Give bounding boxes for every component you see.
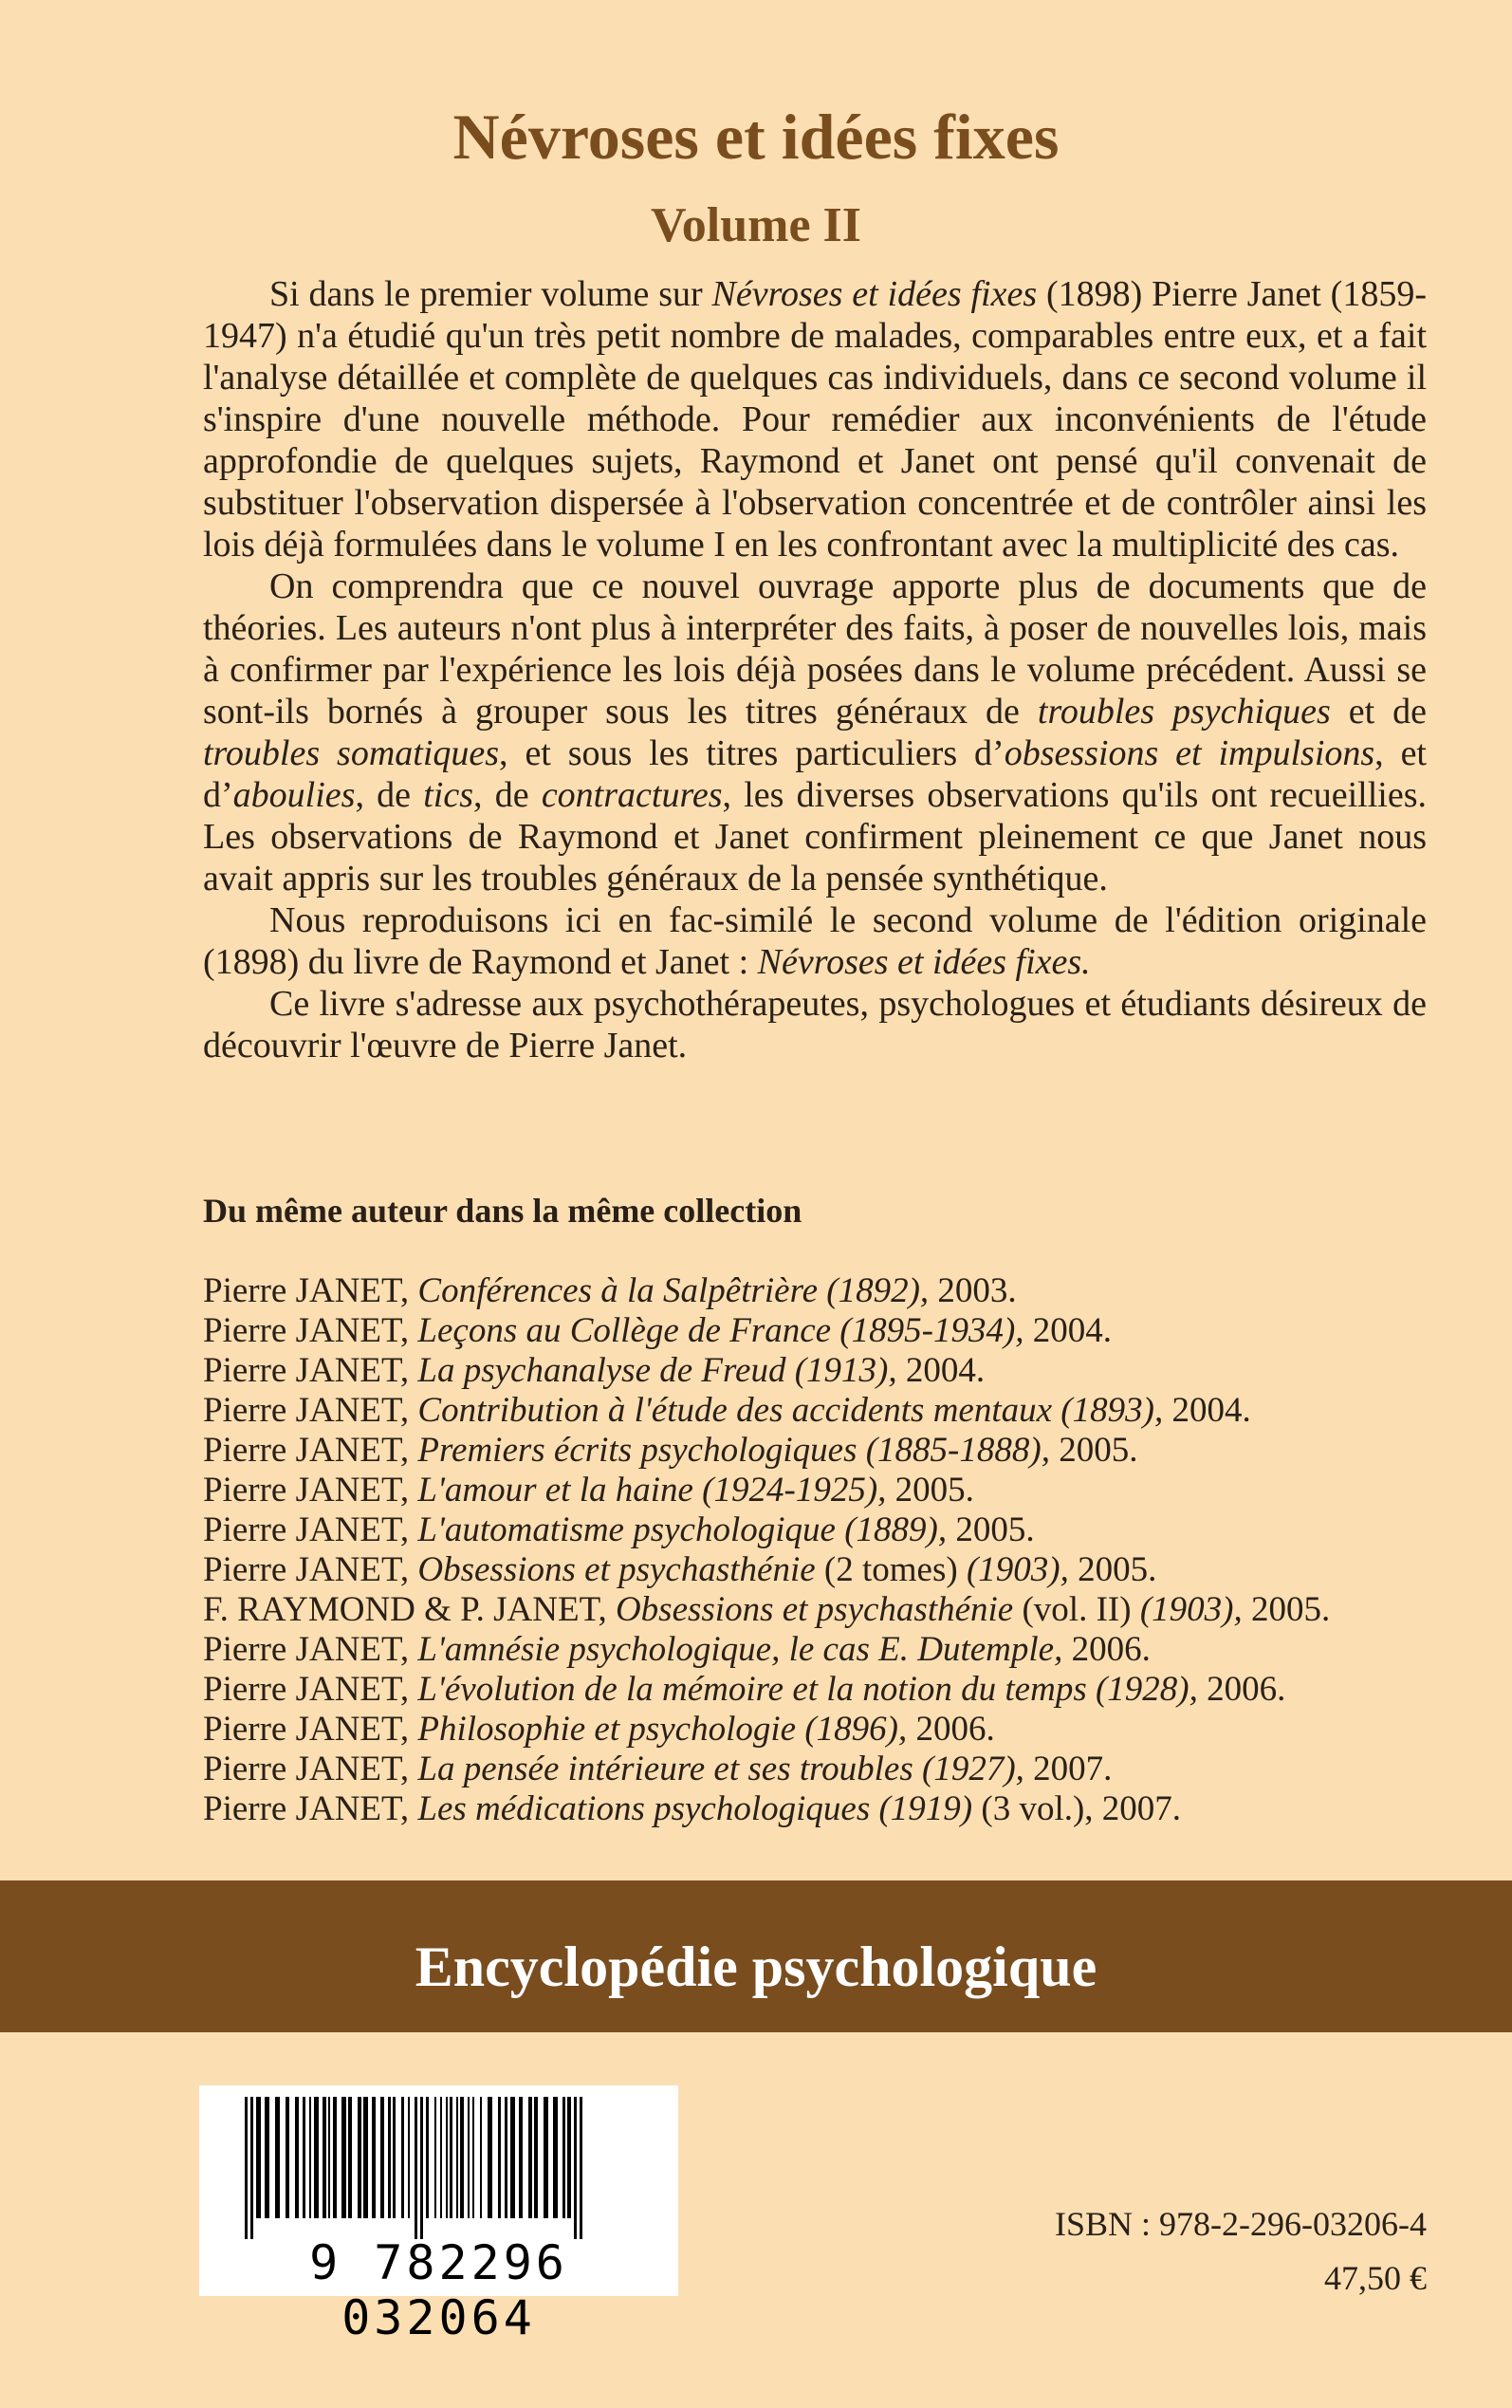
text-run: 2005. — [886, 1471, 974, 1510]
barcode-bar — [420, 2097, 423, 2239]
text-run: , de — [473, 775, 542, 815]
text-run: F. RAYMOND & P. JANET, — [203, 1590, 616, 1629]
book-entry — [203, 1789, 1436, 1829]
text-run: 2004. — [1163, 1391, 1251, 1430]
barcode-bar — [295, 2097, 299, 2218]
book-entry — [203, 1670, 1436, 1710]
barcode-bar — [341, 2097, 346, 2218]
series-title: Encyclopédie psychologique — [415, 1936, 1097, 1998]
barcode-bar — [245, 2097, 248, 2239]
text-run: Pierre JANET, — [203, 1630, 418, 1669]
italic-run: Premiers écrits psychologiques (1885-1888), — [417, 1431, 1050, 1470]
barcode-bar — [544, 2097, 548, 2218]
barcode-bar — [256, 2097, 261, 2218]
italic-run: troubles psychiques — [1037, 692, 1331, 732]
text-run: (2 tomes) — [815, 1550, 967, 1589]
barcode-bar — [468, 2097, 470, 2218]
barcode-bar — [265, 2097, 269, 2218]
barcode-bar — [380, 2097, 384, 2218]
book-entry — [203, 1750, 1436, 1789]
italic-run: Obsessions et psychasthénie — [615, 1590, 1014, 1629]
text-run: 2005. — [1049, 1431, 1138, 1470]
italic-run: Conférences à la Salpêtrière (1892), — [417, 1271, 930, 1310]
italic-run: (1903), — [966, 1550, 1069, 1589]
italic-run: Leçons au Collège de France (1895-1934), — [417, 1311, 1024, 1350]
barcode-bar — [275, 2097, 280, 2218]
barcode-bar — [505, 2097, 507, 2218]
italic-run: Obsessions et psychasthénie — [417, 1550, 816, 1589]
volume-subtitle: Volume II — [650, 198, 861, 252]
text-run: Pierre JANET, — [203, 1670, 418, 1709]
italic-run: Névroses et idées fixes — [711, 274, 1038, 314]
italic-run: La psychanalyse de Freud (1913), — [417, 1351, 897, 1390]
barcode-digits: 9 782296 032064 — [309, 2235, 568, 2345]
italic-run: tics — [423, 775, 474, 815]
text-run: Pierre JANET, — [203, 1510, 418, 1549]
book-entry — [203, 1630, 1436, 1670]
text-run: 2007. — [1023, 1750, 1113, 1788]
book-entry — [203, 1550, 1436, 1590]
text-run: On comprendra que ce nouvel ouvrage apporte plus de documents que de théories. Les auteurs n'ont plus à interpréter des faits, à poser de nouvelles lois, mais à confirmer par l'expérience les lois déjà posées dans le volume précédent. Aussi se sont-ils bornés à grouper sous les titres généraux de — [203, 566, 1427, 732]
text-run: Pierre JANET, — [203, 1710, 418, 1749]
text-run: Si dans le premier volume sur — [269, 274, 712, 314]
italic-run: Névroses et idées fixes. — [757, 942, 1091, 982]
text-run: 2004. — [1023, 1311, 1113, 1350]
barcode-bar — [456, 2097, 458, 2218]
barcode-bar — [528, 2097, 532, 2218]
barcode-bar — [450, 2097, 452, 2218]
price-label: 47,50 € — [1324, 2259, 1427, 2297]
book-entry — [203, 1590, 1436, 1630]
text-run: 2005. — [1242, 1590, 1331, 1629]
barcode-bar — [393, 2097, 396, 2218]
barcode-bar — [519, 2097, 523, 2218]
italic-run: L'évolution de la mémoire et la notion du temps (1928), — [417, 1670, 1198, 1709]
book-entry — [203, 1391, 1436, 1431]
text-run: 2003. — [929, 1271, 1017, 1310]
text-run: Pierre JANET, — [203, 1391, 418, 1430]
barcode-bar — [323, 2097, 326, 2218]
barcode-bar — [510, 2097, 515, 2218]
barcode-bars — [220, 2097, 656, 2239]
barcode-bar — [534, 2097, 538, 2218]
barcode-bar — [567, 2097, 571, 2218]
italic-run: La pensée intérieure et ses troubles (1927), — [417, 1750, 1024, 1788]
book-entry — [203, 1351, 1436, 1391]
barcode-bar — [372, 2097, 376, 2218]
text-run: 2004. — [896, 1351, 986, 1390]
text-run: Pierre JANET, — [203, 1471, 418, 1510]
blurb-paragraph — [203, 983, 1427, 1066]
isbn-label: ISBN : 978-2-296-03206-4 — [1055, 2205, 1427, 2243]
text-run: Ce livre s'adresse aux psychothérapeutes, psychologues et étudiants désireux de découvrir l'œuvre de Pierre Janet. — [203, 984, 1427, 1065]
barcode-bar — [434, 2097, 436, 2218]
text-run: , de — [355, 775, 424, 815]
barcode-bar — [460, 2097, 464, 2218]
text-run: (3 vol.), 2007. — [972, 1789, 1182, 1828]
barcode-bar — [498, 2097, 501, 2218]
text-run: Pierre JANET, — [203, 1351, 418, 1390]
text-run: (vol. II) — [1013, 1590, 1140, 1629]
barcode-bar — [574, 2097, 577, 2239]
text-run: , les diverses observations qu'ils ont recueillies. Les observations de Raymond et Janet confirment pleinement ce que Janet nous avait appris sur les troubles généraux de la pensée synthétique. — [203, 775, 1427, 898]
barcode-bar — [333, 2097, 337, 2218]
italic-run: (1903), — [1139, 1590, 1243, 1629]
book-title: Névroses et idées fixes — [452, 101, 1060, 173]
barcode — [199, 2085, 678, 2345]
text-run: (1898) Pierre Janet (1859-1947) n'a étudié qu'un très petit nombre de malades, comparables entre eux, et a fait l'analyse détaillée et complète de quelques cas individuels, dans ce second volume il s'inspire d'une nouvelle méthode. Pour remédier aux inconvénients de l'étude approfondie de quelques sujets, Raymond et Janet ont pensé qu'il convenait de substituer l'observation dispersée à l'observation concentrée et de contrôler ainsi les lois déjà formulées dans le volume I en les confrontant avec la multiplicité des cas. — [203, 274, 1427, 565]
book-entry — [203, 1510, 1436, 1550]
barcode-bar — [358, 2097, 361, 2218]
barcode-bar — [388, 2097, 391, 2218]
text-run: , et d’ — [203, 733, 1427, 815]
barcode-bar — [553, 2097, 558, 2218]
barcode-bar — [309, 2097, 311, 2218]
book-entry — [203, 1271, 1436, 1311]
barcode-bar — [408, 2097, 410, 2218]
text-run: 2006. — [1062, 1630, 1151, 1669]
barcode-bar — [363, 2097, 368, 2218]
barcode-bar — [250, 2097, 253, 2239]
blurb-paragraph — [203, 899, 1427, 983]
italic-run: contractures — [541, 775, 723, 815]
blurb-text — [203, 273, 1427, 1066]
barcode-bar — [562, 2097, 565, 2218]
barcode-bar — [488, 2097, 492, 2218]
same-author-list — [203, 1271, 1436, 1829]
italic-run: troubles somatiques — [203, 733, 500, 773]
text-run: Nous reproduisons ici en fac-similé le second volume de l'édition originale (1898) du livre de Raymond et Janet : — [203, 900, 1427, 982]
barcode-bar — [440, 2097, 442, 2218]
italic-run: Philosophie et psychologie (1896), — [417, 1710, 908, 1749]
text-run: Pierre JANET, — [203, 1431, 418, 1470]
italic-run: Les médications psychologiques (1919) — [417, 1789, 973, 1828]
barcode-bar — [415, 2097, 417, 2239]
book-entry — [203, 1710, 1436, 1750]
same-author-heading: Du même auteur dans la même collection — [203, 1192, 802, 1230]
barcode-bar — [446, 2097, 448, 2218]
book-entry — [203, 1471, 1436, 1510]
blurb-paragraph — [203, 565, 1427, 899]
text-run: 2005. — [947, 1510, 1035, 1549]
italic-run: L'automatisme psychologique (1889), — [417, 1510, 948, 1549]
barcode-bar — [348, 2097, 352, 2218]
text-run: Pierre JANET, — [203, 1271, 418, 1310]
text-run: Pierre JANET, — [203, 1789, 418, 1828]
text-run: et de — [1330, 692, 1427, 732]
barcode-bar — [401, 2097, 404, 2218]
text-run: , et sous les titres particuliers d’ — [499, 733, 1005, 773]
barcode-bar — [328, 2097, 330, 2218]
barcode-bar — [480, 2097, 482, 2218]
blurb-paragraph — [203, 273, 1427, 565]
text-run: Pierre JANET, — [203, 1550, 418, 1589]
text-run: 2005. — [1068, 1550, 1157, 1589]
text-run: Pierre JANET, — [203, 1750, 418, 1788]
text-run: Pierre JANET, — [203, 1311, 418, 1350]
book-entry — [203, 1431, 1436, 1471]
italic-run: Contribution à l'étude des accidents mentaux (1893), — [417, 1391, 1164, 1430]
italic-run: L'amnésie psychologique, le cas E. Dutemple, — [417, 1630, 1063, 1669]
barcode-bar — [580, 2097, 582, 2239]
book-entry — [203, 1311, 1436, 1351]
barcode-bar — [426, 2097, 429, 2218]
barcode-bar — [472, 2097, 474, 2218]
text-run: 2006. — [907, 1710, 995, 1749]
italic-run: obsessions et impulsions — [1004, 733, 1375, 773]
barcode-bar — [303, 2097, 305, 2218]
italic-run: L'amour et la haine (1924-1925), — [417, 1471, 887, 1510]
barcode-bar — [314, 2097, 319, 2218]
italic-run: aboulies — [232, 775, 356, 815]
text-run: 2006. — [1197, 1670, 1286, 1709]
barcode-bar — [286, 2097, 289, 2218]
